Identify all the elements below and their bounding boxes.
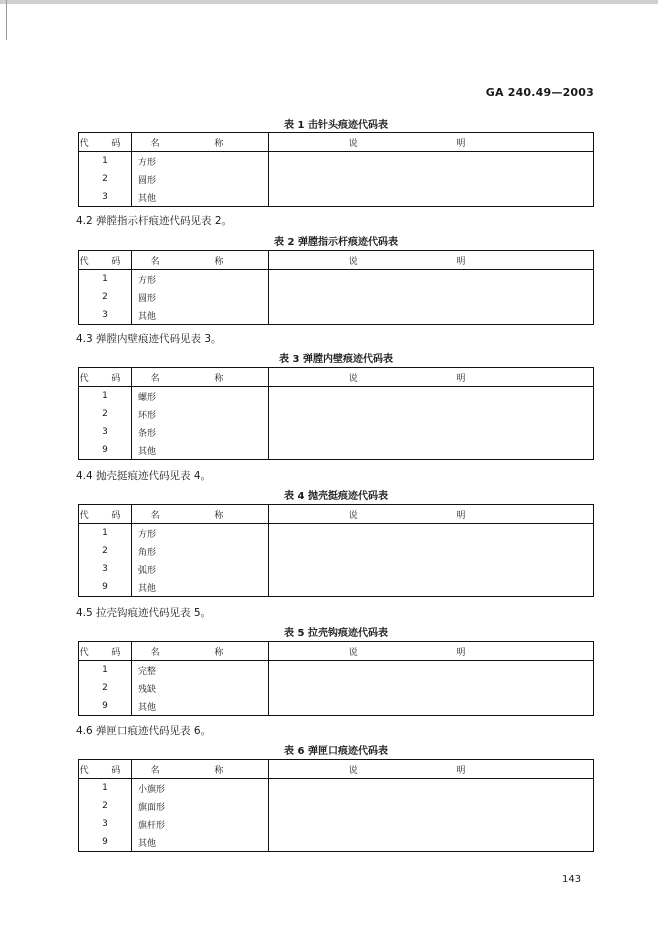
- paragraph: 4.3 弹膛内壁痕迹代码见表 3。: [76, 333, 222, 345]
- scan-left-edge: [6, 0, 7, 40]
- paragraph: 4.5 拉壳钩痕迹代码见表 5。: [76, 607, 212, 619]
- table-row: [79, 833, 594, 852]
- header-name: 名 称: [132, 760, 269, 779]
- table-caption: 表 3 弹膛内壁痕迹代码表: [279, 354, 393, 365]
- header-desc: 说 明: [269, 133, 594, 152]
- paragraph: 4.4 抛壳挺痕迹代码见表 4。: [76, 470, 212, 482]
- cell-desc: [269, 542, 594, 560]
- cell-code: 2: [79, 170, 132, 188]
- table-row: [79, 560, 594, 578]
- cell-code: 3: [79, 560, 132, 578]
- table-row: [79, 524, 594, 543]
- code-table: [78, 132, 594, 207]
- cell-desc: [269, 815, 594, 833]
- scan-top-edge: [0, 0, 658, 4]
- cell-code: 3: [79, 815, 132, 833]
- cell-desc: [269, 560, 594, 578]
- cell-name: 旗面形: [132, 797, 269, 815]
- cell-name: 其他: [132, 441, 269, 460]
- header-code: 代 码: [79, 368, 132, 387]
- table-row: [79, 405, 594, 423]
- table-row: [79, 288, 594, 306]
- cell-name: 小旗形: [132, 779, 269, 798]
- table-caption: 表 1 击针头痕迹代码表: [284, 120, 388, 131]
- cell-name: 方形: [132, 270, 269, 289]
- cell-name: 方形: [132, 524, 269, 543]
- code-table: [78, 759, 594, 852]
- cell-desc: [269, 679, 594, 697]
- cell-name: 其他: [132, 578, 269, 597]
- cell-name: 方形: [132, 152, 269, 171]
- cell-code: 1: [79, 661, 132, 680]
- cell-desc: [269, 405, 594, 423]
- cell-name: 螺形: [132, 387, 269, 406]
- cell-desc: [269, 270, 594, 289]
- cell-desc: [269, 833, 594, 852]
- cell-code: 9: [79, 697, 132, 716]
- cell-code: 2: [79, 405, 132, 423]
- cell-desc: [269, 188, 594, 207]
- cell-name: 其他: [132, 306, 269, 325]
- cell-code: 1: [79, 387, 132, 406]
- table-row: [79, 170, 594, 188]
- cell-name: 角形: [132, 542, 269, 560]
- table-row: [79, 387, 594, 406]
- cell-name: 残缺: [132, 679, 269, 697]
- header-code: 代 码: [79, 642, 132, 661]
- table-header-row: [79, 760, 594, 779]
- table-row: [79, 270, 594, 289]
- header-name: 名 称: [132, 251, 269, 270]
- header-code: 代 码: [79, 251, 132, 270]
- cell-name: 圆形: [132, 170, 269, 188]
- header-name: 名 称: [132, 368, 269, 387]
- table-caption: 表 5 拉壳钩痕迹代码表: [284, 628, 388, 639]
- table-header-row: [79, 133, 594, 152]
- code-table: [78, 641, 594, 716]
- cell-code: 3: [79, 423, 132, 441]
- cell-code: 3: [79, 188, 132, 207]
- cell-desc: [269, 423, 594, 441]
- cell-code: 1: [79, 524, 132, 543]
- table-header-row: [79, 505, 594, 524]
- header-desc: 说 明: [269, 505, 594, 524]
- cell-desc: [269, 152, 594, 171]
- cell-desc: [269, 779, 594, 798]
- code-table: [78, 504, 594, 597]
- header-desc: 说 明: [269, 760, 594, 779]
- header-desc: 说 明: [269, 368, 594, 387]
- cell-code: 2: [79, 797, 132, 815]
- cell-name: 其他: [132, 188, 269, 207]
- cell-name: 其他: [132, 697, 269, 716]
- table-row: [79, 423, 594, 441]
- cell-desc: [269, 578, 594, 597]
- header-code: 代 码: [79, 133, 132, 152]
- cell-code: 2: [79, 679, 132, 697]
- cell-desc: [269, 288, 594, 306]
- header-desc: 说 明: [269, 251, 594, 270]
- table-row: [79, 542, 594, 560]
- table-row: [79, 779, 594, 798]
- cell-name: 圆形: [132, 288, 269, 306]
- table-header-row: [79, 368, 594, 387]
- cell-desc: [269, 170, 594, 188]
- cell-code: 1: [79, 270, 132, 289]
- cell-code: 9: [79, 578, 132, 597]
- cell-name: 条形: [132, 423, 269, 441]
- code-table: [78, 367, 594, 460]
- cell-code: 1: [79, 152, 132, 171]
- table-row: [79, 306, 594, 325]
- table-caption: 表 6 弹匣口痕迹代码表: [284, 746, 388, 757]
- cell-code: 3: [79, 306, 132, 325]
- cell-desc: [269, 524, 594, 543]
- paragraph: 4.6 弹匣口痕迹代码见表 6。: [76, 725, 212, 737]
- cell-desc: [269, 697, 594, 716]
- table-row: [79, 697, 594, 716]
- header-name: 名 称: [132, 133, 269, 152]
- table-row: [79, 679, 594, 697]
- table-row: [79, 441, 594, 460]
- table-row: [79, 188, 594, 207]
- table-header-row: [79, 251, 594, 270]
- table-caption: 表 2 弹膛指示杆痕迹代码表: [274, 237, 398, 248]
- cell-desc: [269, 387, 594, 406]
- cell-code: 2: [79, 542, 132, 560]
- cell-name: 完整: [132, 661, 269, 680]
- table-header-row: [79, 642, 594, 661]
- cell-code: 1: [79, 779, 132, 798]
- cell-desc: [269, 441, 594, 460]
- table-caption: 表 4 抛壳挺痕迹代码表: [284, 491, 388, 502]
- cell-name: 旗杆形: [132, 815, 269, 833]
- cell-desc: [269, 306, 594, 325]
- header-name: 名 称: [132, 505, 269, 524]
- table-row: [79, 797, 594, 815]
- header-code: 代 码: [79, 760, 132, 779]
- cell-desc: [269, 661, 594, 680]
- cell-desc: [269, 797, 594, 815]
- cell-name: 环形: [132, 405, 269, 423]
- cell-name: 其他: [132, 833, 269, 852]
- table-row: [79, 661, 594, 680]
- paragraph: 4.2 弹膛指示杆痕迹代码见表 2。: [76, 215, 233, 227]
- cell-code: 9: [79, 441, 132, 460]
- table-row: [79, 152, 594, 171]
- cell-code: 9: [79, 833, 132, 852]
- standard-number: GA 240.49—2003: [485, 86, 594, 99]
- table-row: [79, 815, 594, 833]
- header-code: 代 码: [79, 505, 132, 524]
- table-row: [79, 578, 594, 597]
- cell-code: 2: [79, 288, 132, 306]
- page-number: 143: [562, 874, 582, 885]
- code-table: [78, 250, 594, 325]
- cell-name: 弧形: [132, 560, 269, 578]
- header-name: 名 称: [132, 642, 269, 661]
- header-desc: 说 明: [269, 642, 594, 661]
